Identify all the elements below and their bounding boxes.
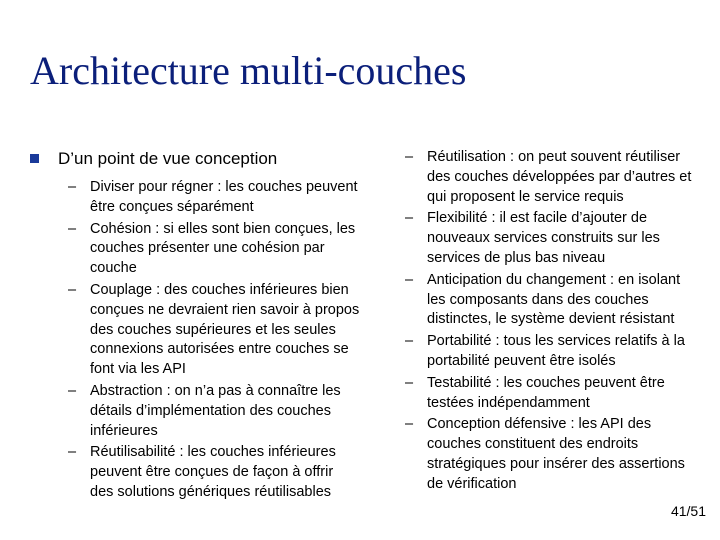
list-item-text: Abstraction : on n’a pas à connaître les détails d’implémentation des couches inférieures <box>90 382 341 439</box>
left-sub-list <box>30 178 360 503</box>
slide-title: Architecture multi-couches <box>30 48 467 93</box>
list-item <box>68 382 360 441</box>
dash-icon: – <box>405 210 414 227</box>
main-bullet <box>30 148 360 170</box>
list-item-text: Flexibilité : il est facile d’ajouter de nouveaux services construits sur les services de plus bas niveau <box>427 210 660 266</box>
dash-icon: – <box>405 271 414 288</box>
left-column <box>30 148 360 505</box>
dash-icon: – <box>68 220 77 237</box>
right-column <box>405 148 695 497</box>
dash-icon: – <box>405 149 414 165</box>
right-sub-list <box>405 148 695 495</box>
dash-icon: – <box>405 416 414 433</box>
dash-icon: – <box>68 281 77 298</box>
dash-icon: – <box>405 374 414 391</box>
list-item <box>405 332 695 372</box>
list-item-text: Couplage : des couches inférieures bien conçues ne devraient rien savoir à propos des couches supérieures et les seules connexions autorisées entre couches se font via les API <box>90 281 360 378</box>
list-item-text: Testabilité : les couches peuvent être testées indépendamment <box>427 374 665 411</box>
list-item <box>405 271 695 330</box>
list-item <box>68 178 360 218</box>
dash-icon: – <box>68 382 77 399</box>
list-item <box>405 148 695 207</box>
dash-icon: – <box>68 444 77 461</box>
list-item-text: Conception défensive : les API des couches constituent des endroits stratégiques pour insérer des assertions de vérification <box>427 416 685 492</box>
list-item <box>405 209 695 268</box>
list-item <box>405 415 695 494</box>
dash-icon: – <box>68 179 77 195</box>
list-item <box>68 443 360 502</box>
list-item-text: Réutilisation : on peut souvent réutiliser des couches développées par d’autres et qui proposent le service requis <box>427 149 692 205</box>
list-item <box>68 281 360 380</box>
list-item-text: Anticipation du changement : en isolant les composants dans des couches distinctes, le système devient résistant <box>427 271 681 328</box>
bullet-heading: D’un point de vue conception <box>58 149 278 168</box>
page-number: 41/51 <box>670 503 706 519</box>
list-item-text: Cohésion : si elles sont bien conçues, les couches présenter une cohésion par couche <box>90 220 356 277</box>
dash-icon: – <box>405 333 414 350</box>
list-item-text: Diviser pour régner : les couches peuvent être conçues séparément <box>90 179 358 215</box>
square-bullet-icon <box>30 154 39 163</box>
list-item <box>405 374 695 414</box>
list-item <box>68 220 360 279</box>
list-item-text: Portabilité : tous les services relatifs à la portabilité peuvent être isolés <box>427 333 685 369</box>
list-item-text: Réutilisabilité : les couches inférieures peuvent être conçues de façon à offrir des solutions génériques réutilisables <box>90 444 336 500</box>
